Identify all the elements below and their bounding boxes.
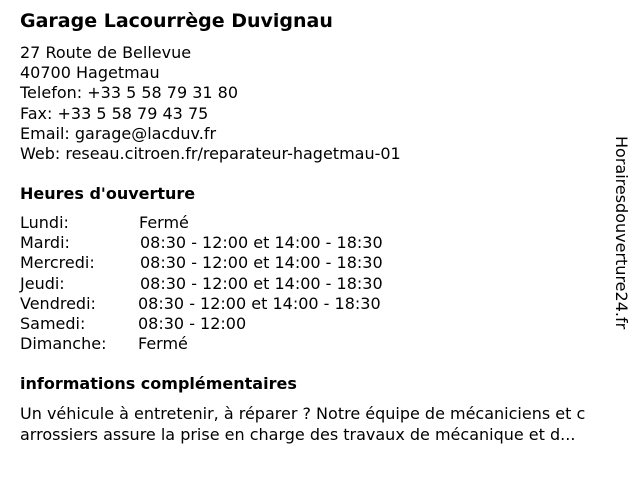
hours-day: Lundi:	[20, 213, 69, 232]
hours-day: Mardi:	[20, 233, 70, 253]
page-title: Garage Lacourrège Duvignau	[20, 10, 333, 32]
info-heading: informations complémentaires	[20, 374, 297, 393]
hours-time: 08:30 - 12:00 et 14:00 - 18:30	[138, 293, 381, 313]
hours-day: Jeudi:	[20, 273, 65, 293]
address-street: 27 Route de Bellevue	[20, 43, 192, 62]
info-description	[20, 403, 628, 445]
hours-time: 08:30 - 12:00 et 14:00 - 18:30	[140, 273, 383, 293]
hours-time: Fermé	[138, 334, 188, 354]
fax-number: Fax: +33 5 58 79 43 75	[20, 103, 209, 123]
hours-time: Fermé	[139, 213, 189, 232]
hours-time: 08:30 - 12:00 et 14:00 - 18:30	[140, 253, 383, 273]
hours-day: Vendredi:	[20, 293, 96, 313]
info-line-1: Un véhicule à entretenir, à réparer ? Notre équipe de mécaniciens et c	[20, 404, 586, 423]
hours-time: 08:30 - 12:00 et 14:00 - 18:30	[140, 233, 383, 253]
hours-day: Samedi:	[20, 313, 86, 333]
info-line-2: arrossiers assure la prise en charge des travaux de mécanique et d...	[20, 425, 576, 444]
email-address: Email: garage@lacduv.fr	[20, 123, 217, 143]
contact-block	[20, 43, 401, 164]
website-address: Web: reseau.citroen.fr/reparateur-hagetmau-01	[20, 144, 401, 164]
hours-day: Dimanche:	[20, 334, 107, 354]
address-city: 40700 Hagetmau	[20, 63, 160, 83]
site-watermark: Horairesdouverture24.fr	[612, 136, 631, 330]
hours-day: Mercredi:	[20, 253, 95, 273]
hours-time: 08:30 - 12:00	[138, 313, 247, 333]
phone-number: Telefon: +33 5 58 79 31 80	[20, 83, 239, 103]
hours-heading: Heures d'ouverture	[20, 184, 196, 203]
